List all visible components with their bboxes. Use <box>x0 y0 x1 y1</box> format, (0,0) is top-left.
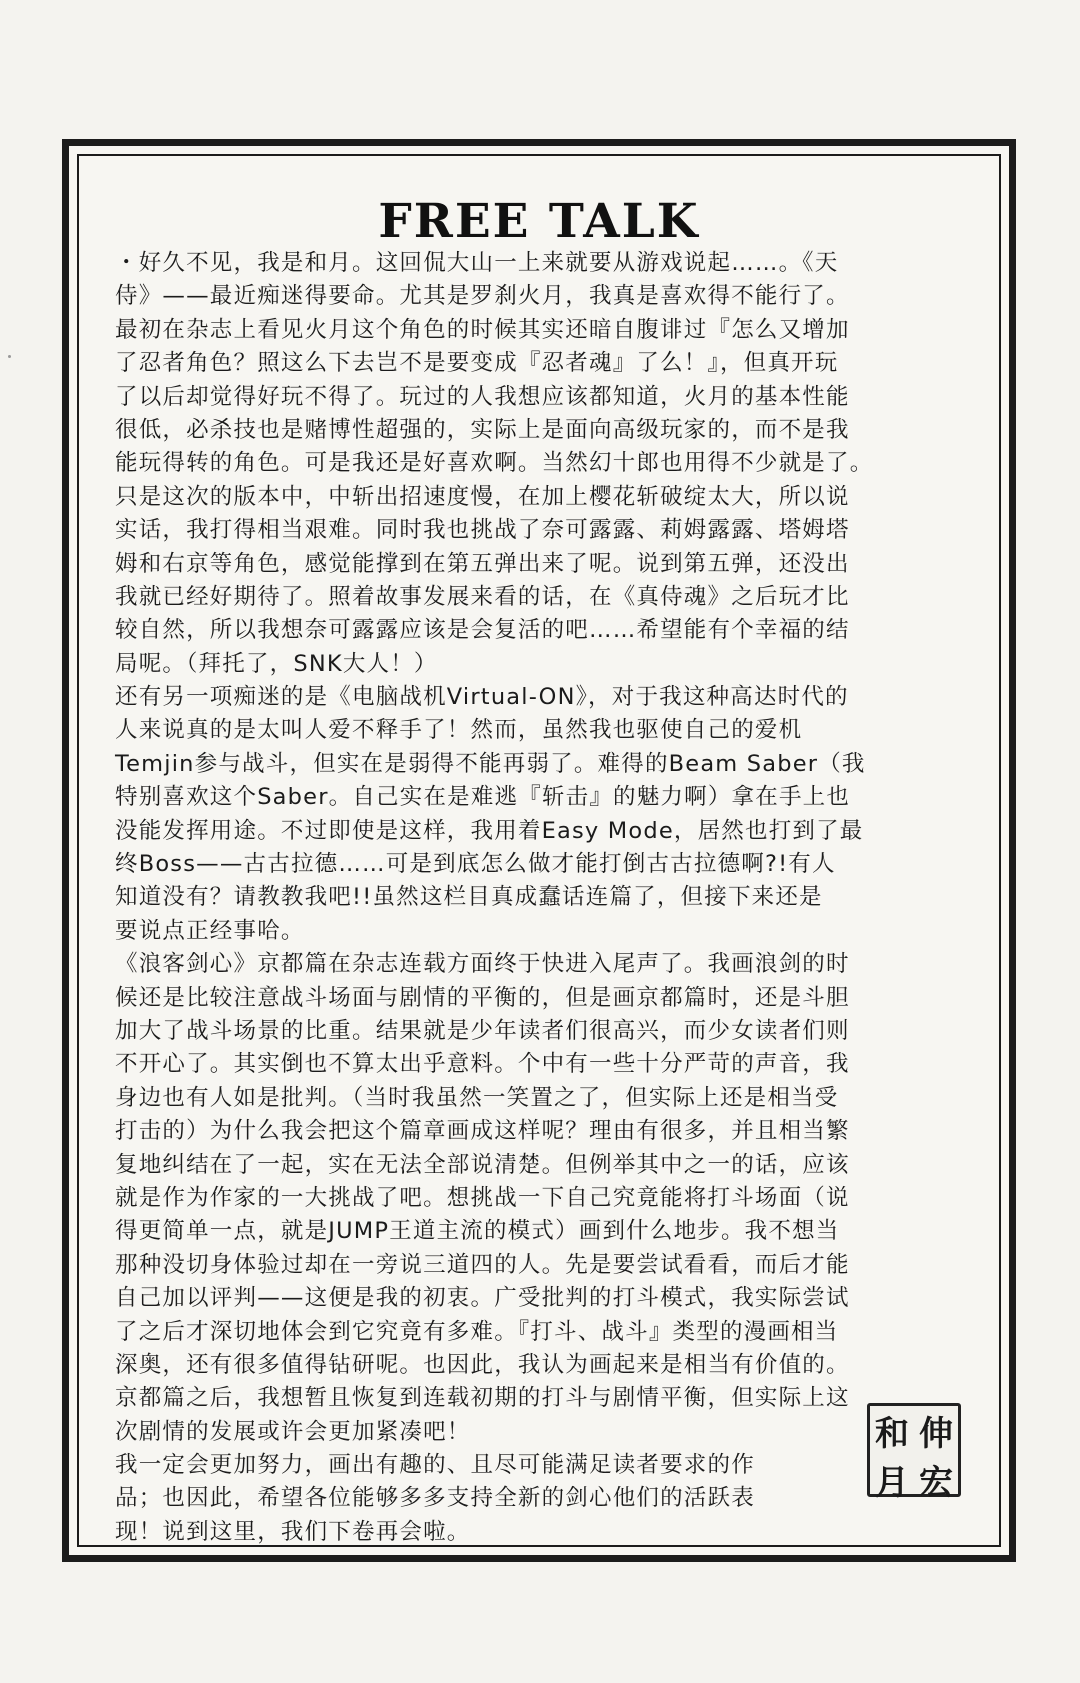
text-line: 自己加以评判——这便是我的初衷。广受批判的打斗模式，我实际尝试 <box>115 1285 850 1312</box>
text-line: 我就已经好期待了。照着故事发展来看的话，在《真侍魂》之后玩才比 <box>115 583 850 610</box>
text-line: 终Boss——古古拉德……可是到底怎么做才能打倒古古拉德啊?!有人 <box>115 851 836 878</box>
free-talk-inner-border <box>77 154 1001 1547</box>
text-line: 打击的）为什么我会把这个篇章画成这样呢？理由有很多，并且相当繁 <box>115 1118 850 1145</box>
page-speck <box>8 355 11 358</box>
text-line: 很低，必杀技也是赌博性超强的，实际上是面向高级玩家的，而不是我 <box>115 416 850 443</box>
text-line: 得更简单一点，就是JUMP王道主流的模式）画到什么地步。我不想当 <box>115 1218 840 1245</box>
text-line: 了以后却觉得好玩不得了。玩过的人我想应该都知道，火月的基本性能 <box>115 383 850 410</box>
page-title: FREE TALK <box>378 194 700 249</box>
text-line: 候还是比较注意战斗场面与剧情的平衡的，但是画京都篇时，还是斗胆 <box>115 984 850 1011</box>
text-line: 复地纠结在了一起，实在无法全部说清楚。但例举其中之一的话，应该 <box>115 1151 850 1178</box>
free-talk-text <box>115 247 995 1549</box>
text-line: 还有另一项痴迷的是《电脑战机Virtual-ON》，对于我这种高达时代的 <box>115 684 849 711</box>
text-line: 没能发挥用途。不过即使是这样，我用着Easy Mode，居然也打到了最 <box>115 817 864 844</box>
text-line: 特别喜欢这个Saber。自己实在是难逃『斩击』的魅力啊）拿在手上也 <box>115 784 851 811</box>
text-line: 能玩得转的角色。可是我还是好喜欢啊。当然幻十郎也用得不少就是了。 <box>115 450 874 477</box>
author-seal-stamp <box>867 1403 961 1503</box>
text-line: 了忍者角色？照这么下去岂不是要变成『忍者魂』了么！』，但真开玩 <box>115 350 839 377</box>
text-line: 品；也因此，希望各位能够多多支持全新的剑心他们的活跃表 <box>115 1485 755 1512</box>
text-line: 较自然，所以我想奈可露露应该是会复活的吧……希望能有个幸福的结 <box>115 617 850 644</box>
seal-char: 宏 <box>919 1463 953 1503</box>
text-line: 那种没切身体验过却在一旁说三道四的人。先是要尝试看看，而后才能 <box>115 1251 850 1278</box>
text-line: 次剧情的发展或许会更加紧凑吧！ <box>115 1418 471 1445</box>
text-line: 身边也有人如是批判。（当时我虽然一笑置之了，但实际上还是相当受 <box>115 1084 839 1111</box>
free-talk-frame <box>62 139 1016 1562</box>
text-line: 人来说真的是太叫人爱不释手了！然而，虽然我也驱使自己的爱机 <box>115 717 803 744</box>
text-line: 只是这次的版本中，中斩出招速度慢，在加上樱花斩破绽太大，所以说 <box>115 483 850 510</box>
text-line: 局呢。（拜托了，SNK大人！） <box>115 650 438 677</box>
text-line: 《浪客剑心》京都篇在杂志连载方面终于快进入尾声了。我画浪剑的时 <box>115 951 850 978</box>
seal-char: 和 <box>875 1414 909 1454</box>
text-line: 最初在杂志上看见火月这个角色的时候其实还暗自腹诽过『怎么又增加 <box>115 316 850 343</box>
text-line: Temjin参与战斗，但实在是弱得不能再弱了。难得的Beam Saber（我 <box>115 750 866 777</box>
text-line: 要说点正经事哈。 <box>115 917 305 944</box>
text-line: 就是作为作家的一大挑战了吧。想挑战一下自己究竟能将打斗场面（说 <box>115 1184 850 1211</box>
text-line: 现！说到这里，我们下卷再会啦。 <box>115 1518 471 1545</box>
text-line: 不开心了。其实倒也不算太出乎意料。个中有一些十分严苛的声音，我 <box>115 1051 850 1078</box>
text-line: 侍》——最近痴迷得要命。尤其是罗刹火月，我真是喜欢得不能行了。 <box>115 283 850 310</box>
text-line: 了之后才深切地体会到它究竟有多难。『打斗、战斗』类型的漫画相当 <box>115 1318 839 1345</box>
text-line: ・好久不见，我是和月。这回侃大山一上来就要从游戏说起……。《天 <box>115 250 839 276</box>
text-line: 我一定会更加努力，画出有趣的、且尽可能满足读者要求的作 <box>115 1452 755 1479</box>
seal-char: 伸 <box>919 1414 953 1454</box>
text-line: 深奥，还有很多值得钻研呢。也因此，我认为画起来是相当有价值的。 <box>115 1351 850 1378</box>
text-line: 知道没有？请教教我吧!!虽然这栏目真成蠢话连篇了，但接下来还是 <box>115 884 823 911</box>
text-line: 姆和右京等角色，感觉能撑到在第五弹出来了呢。说到第五弹，还没出 <box>115 550 850 577</box>
text-line: 实话，我打得相当艰难。同时我也挑战了奈可露露、莉姆露露、塔姆塔 <box>115 517 850 544</box>
text-line: 京都篇之后，我想暂且恢复到连载初期的打斗与剧情平衡，但实际上这 <box>115 1385 850 1412</box>
seal-char: 月 <box>875 1463 909 1503</box>
text-line: 加大了战斗场景的比重。结果就是少年读者们很高兴，而少女读者们则 <box>115 1017 850 1044</box>
